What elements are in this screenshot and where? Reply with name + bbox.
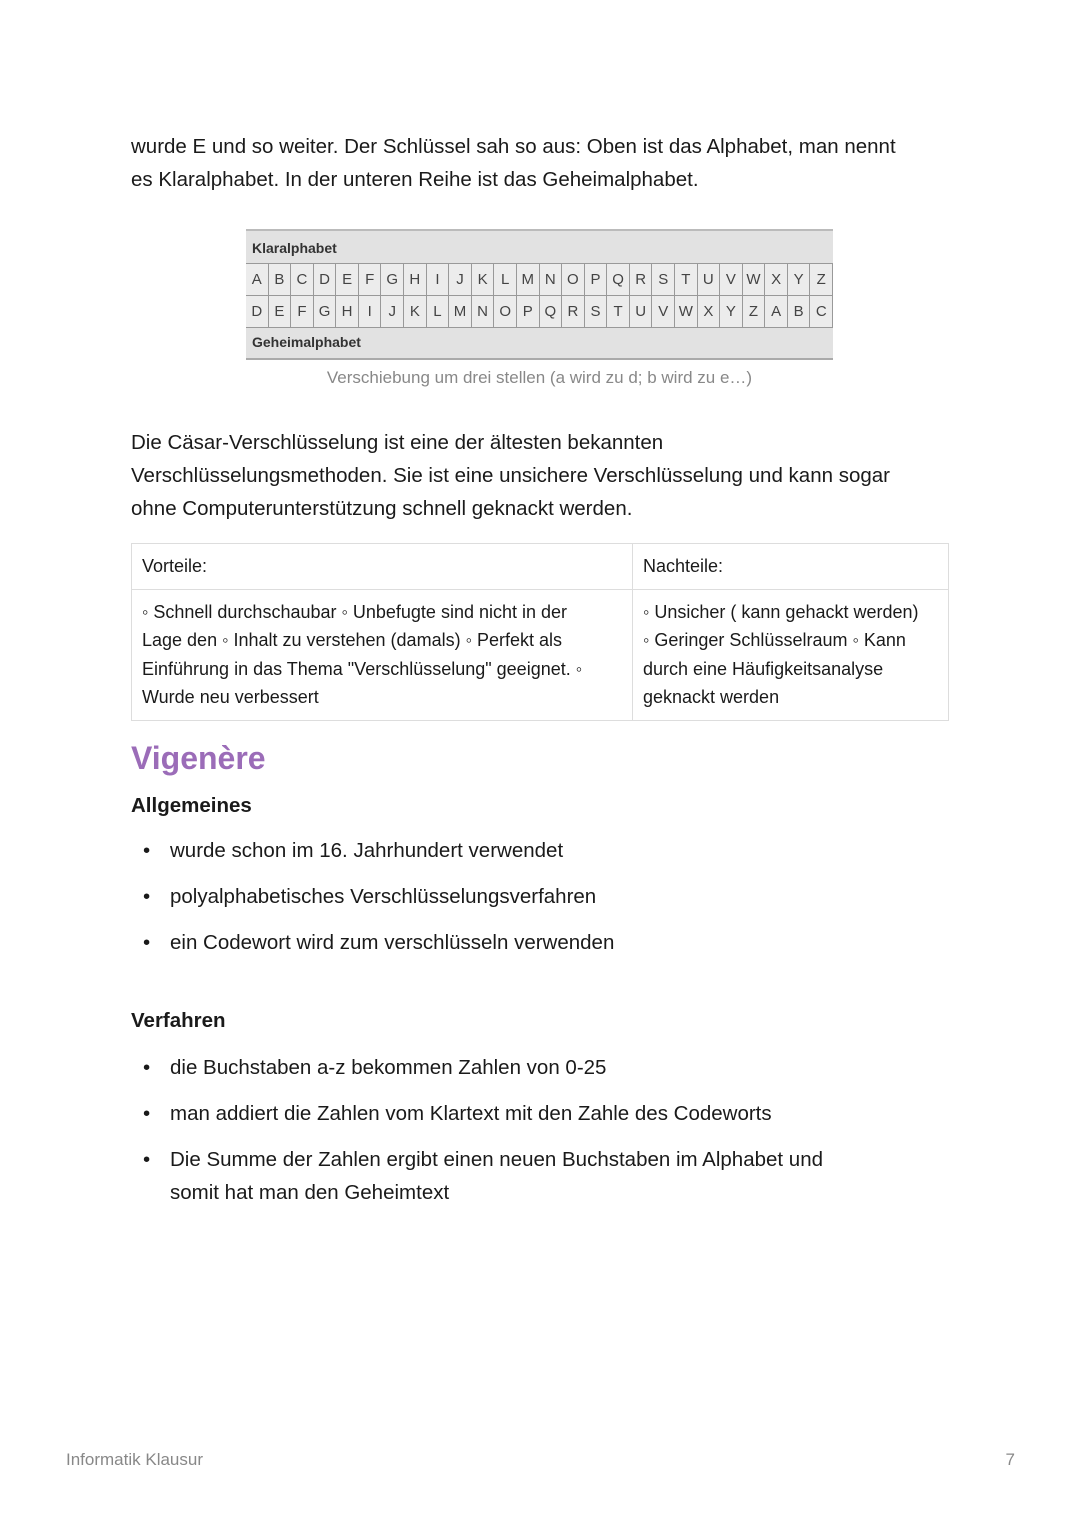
text-line: Die Cäsar-Verschlüsselung ist eine der ältesten bekannten xyxy=(131,431,664,454)
letter-cell: K xyxy=(404,296,427,327)
letter-cell: A xyxy=(246,264,269,295)
subheading-method: Verfahren xyxy=(131,1009,226,1032)
text-line: ◦ Schnell durchschaubar ◦ Unbefugte sind nicht in der xyxy=(142,601,568,622)
plain-alphabet-row xyxy=(246,263,833,295)
letter-cell: N xyxy=(540,264,563,295)
letter-cell: F xyxy=(291,296,314,327)
letter-cell: G xyxy=(314,296,337,327)
text-line: Verschlüsselungsmethoden. Sie ist eine unsichere Verschlüsselung und kann sogar xyxy=(131,464,890,487)
text-line: geknackt werden xyxy=(643,687,780,707)
general-list xyxy=(131,834,614,972)
letter-cell: O xyxy=(494,296,517,327)
letter-cell: S xyxy=(585,296,608,327)
letter-cell: J xyxy=(381,296,404,327)
letter-cell: Q xyxy=(607,264,630,295)
text-line: ◦ Geringer Schlüsselraum ◦ Kann xyxy=(643,630,906,650)
letter-cell: M xyxy=(517,264,540,295)
letter-cell: J xyxy=(449,264,472,295)
letter-cell: Z xyxy=(743,296,766,327)
letter-cell: Y xyxy=(788,264,811,295)
letter-cell: D xyxy=(246,296,269,327)
letter-cell: T xyxy=(675,264,698,295)
letter-cell: S xyxy=(652,264,675,295)
method-list xyxy=(131,1051,823,1222)
letter-cell: P xyxy=(585,264,608,295)
letter-cell: N xyxy=(472,296,495,327)
letter-cell: G xyxy=(381,264,404,295)
list-item xyxy=(131,1143,823,1209)
text-line: durch eine Häufigkeitsanalyse xyxy=(643,658,884,679)
figure-caption: Verschiebung um drei stellen (a wird zu d; b wird zu e…) xyxy=(326,368,753,387)
text-line: Wurde neu verbessert xyxy=(142,687,319,707)
letter-cell: W xyxy=(675,296,698,327)
plain-alphabet-label: Klaralphabet xyxy=(252,240,337,256)
caesar-alphabet-figure xyxy=(246,229,833,360)
letter-cell: D xyxy=(314,264,337,295)
intro-paragraph xyxy=(131,130,961,196)
letter-cell: U xyxy=(630,296,653,327)
list-item: • man addiert die Zahlen vom Klartext mit den Zahle des Codeworts xyxy=(131,1097,823,1130)
letter-cell: Y xyxy=(720,296,743,327)
letter-cell: L xyxy=(427,296,450,327)
text-line: Einführung in das Thema "Verschlüsselung" geeignet. ◦ xyxy=(142,658,583,679)
page-number: 7 xyxy=(1005,1450,1015,1469)
text-line: Lage den ◦ Inhalt zu verstehen (damals) ◦ Perfekt als xyxy=(142,630,562,650)
letter-cell: V xyxy=(720,264,743,295)
text-line: somit hat man den Geheimtext xyxy=(170,1181,450,1204)
pros-cons-table xyxy=(131,543,949,721)
letter-cell: B xyxy=(269,264,292,295)
letter-cell: U xyxy=(698,264,721,295)
letter-cell: H xyxy=(404,264,427,295)
list-item: • polyalphabetisches Verschlüsselungsverfahren xyxy=(131,880,614,913)
letter-cell: X xyxy=(698,296,721,327)
letter-cell: W xyxy=(743,264,766,295)
letter-cell: E xyxy=(269,296,292,327)
letter-cell: P xyxy=(517,296,540,327)
footer-title: Informatik Klausur xyxy=(66,1450,203,1469)
letter-cell: B xyxy=(788,296,811,327)
text-line: es Klaralphabet. In der unteren Reihe ist das Geheimalphabet. xyxy=(131,168,699,191)
letter-cell: T xyxy=(607,296,630,327)
list-item: • wurde schon im 16. Jahrhundert verwendet xyxy=(131,834,614,867)
letter-cell: I xyxy=(427,264,450,295)
letter-cell: I xyxy=(359,296,382,327)
header-pros: Vorteile: xyxy=(132,544,633,590)
letter-cell: Q xyxy=(540,296,563,327)
cons-cell xyxy=(633,589,949,720)
text-line: ◦ Unsicher ( kann gehackt werden) xyxy=(643,601,919,622)
cipher-alphabet-row xyxy=(246,295,833,327)
subheading-general: Allgemeines xyxy=(131,794,252,817)
text-line: wurde E und so weiter. Der Schlüssel sah so aus: Oben ist das Alphabet, man nennt xyxy=(131,135,896,158)
letter-cell: L xyxy=(494,264,517,295)
letter-cell: M xyxy=(449,296,472,327)
letter-cell: C xyxy=(291,264,314,295)
text-line: • Die Summe der Zahlen ergibt einen neuen Buchstaben im Alphabet und xyxy=(170,1148,824,1171)
letter-cell: F xyxy=(359,264,382,295)
letter-cell: R xyxy=(630,264,653,295)
cipher-alphabet-label: Geheimalphabet xyxy=(246,327,833,358)
letter-cell: K xyxy=(472,264,495,295)
letter-cell: X xyxy=(765,264,788,295)
letter-cell: H xyxy=(336,296,359,327)
header-cons: Nachteile: xyxy=(633,544,949,590)
caesar-paragraph xyxy=(131,426,961,525)
section-title: Vigenère xyxy=(131,740,266,776)
letter-cell: R xyxy=(562,296,585,327)
text-line: ohne Computerunterstützung schnell geknackt werden. xyxy=(131,497,633,520)
pros-cell xyxy=(132,589,633,720)
letter-cell: C xyxy=(810,296,833,327)
letter-cell: E xyxy=(336,264,359,295)
letter-cell: A xyxy=(765,296,788,327)
list-item: • die Buchstaben a-z bekommen Zahlen von 0-25 xyxy=(131,1051,823,1084)
letter-cell: O xyxy=(562,264,585,295)
letter-cell: Z xyxy=(810,264,833,295)
list-item: • ein Codewort wird zum verschlüsseln verwenden xyxy=(131,926,614,959)
letter-cell: V xyxy=(652,296,675,327)
